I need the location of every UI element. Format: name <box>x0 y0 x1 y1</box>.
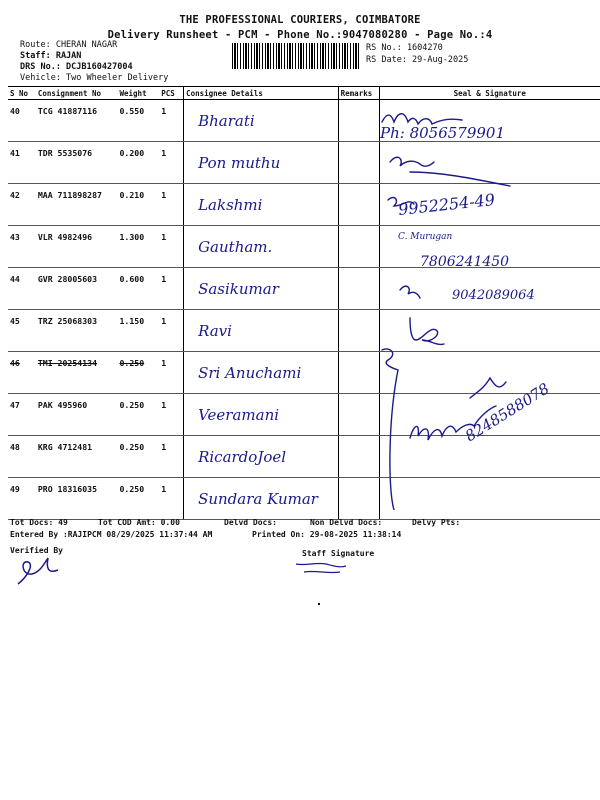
stray-dot <box>318 603 320 605</box>
row-pcs: 1 <box>159 268 183 310</box>
row-pcs: 1 <box>159 100 183 142</box>
signature-phone-40: Ph: 8056579901 <box>380 124 506 142</box>
row-consignee: Veeramani <box>198 406 280 424</box>
delivered-docs: Delvd Docs: <box>224 518 277 527</box>
row-weight: 0.250 <box>118 478 160 520</box>
signature-phone-47-49: 8248588078 <box>462 379 553 446</box>
col-pcs: PCS <box>159 87 183 100</box>
total-docs: Tot Docs: 49 <box>10 518 68 527</box>
row-sno: 48 <box>8 436 36 478</box>
table-header-row <box>8 87 600 100</box>
row-consignee: Gautham. <box>198 238 273 256</box>
col-weight: Weight <box>118 87 160 100</box>
staff-signature-scribble <box>290 558 360 578</box>
row-pcs: 1 <box>159 436 183 478</box>
row-consignee: Pon muthu <box>198 154 281 172</box>
row-weight: 0.200 <box>118 142 160 184</box>
row-pcs: 1 <box>159 352 183 394</box>
row-consignment: TRZ 25068303 <box>36 310 118 352</box>
row-weight: 1.150 <box>118 310 160 352</box>
row-weight: 0.250 <box>118 394 160 436</box>
rs-date: RS Date: 29-Aug-2025 <box>366 55 469 65</box>
row-pcs: 1 <box>159 310 183 352</box>
entered-by: Entered By :RAJIPCM 08/29/2025 11:37:44 AM <box>10 530 213 539</box>
row-sno: 46 <box>8 352 36 394</box>
row-consignment: TCG 41887116 <box>36 100 118 142</box>
delivery-points: Delvy Pts: <box>412 518 461 527</box>
row-consignment: GVR 28005603 <box>36 268 118 310</box>
route-label: Route: CHERAN NAGAR <box>20 40 118 50</box>
verified-by-label: Verified By <box>10 546 63 555</box>
staff-signature-label: Staff Signature <box>302 549 375 558</box>
row-sno: 42 <box>8 184 36 226</box>
row-sno: 40 <box>8 100 36 142</box>
row-pcs: 1 <box>159 184 183 226</box>
row-weight: 0.250 <box>118 352 160 394</box>
row-weight: 0.250 <box>118 436 160 478</box>
col-remarks: Remarks <box>338 87 379 100</box>
signature-phone-44: 9042089064 <box>452 288 535 303</box>
row-sno: 49 <box>8 478 36 520</box>
row-weight: 0.600 <box>118 268 160 310</box>
row-consignee: Ravi <box>198 322 232 340</box>
row-weight: 1.300 <box>118 226 160 268</box>
barcode <box>232 43 360 69</box>
signature-phone-43: 7806241450 <box>420 254 510 270</box>
row-consignment: PAK 495960 <box>36 394 118 436</box>
col-sno: S No <box>8 87 36 100</box>
row-consignment: MAA 711898287 <box>36 184 118 226</box>
company-name: THE PROFESSIONAL COURIERS, COIMBATORE <box>179 14 421 26</box>
signature-phone-42: 9952254-49 <box>397 189 496 220</box>
row-sno: 44 <box>8 268 36 310</box>
row-sno: 41 <box>8 142 36 184</box>
col-consignment: Consignment No <box>36 87 118 100</box>
printed-on: Printed On: 29-08-2025 11:38:14 <box>252 530 402 539</box>
signature-name-43: C. Murugan <box>398 232 453 242</box>
row-sno: 45 <box>8 310 36 352</box>
total-cod-amount: Tot COD Amt: 0.00 <box>98 518 180 527</box>
row-pcs: 1 <box>159 226 183 268</box>
row-consignment: VLR 4982496 <box>36 226 118 268</box>
row-sno: 43 <box>8 226 36 268</box>
signature-scribbles <box>370 100 595 510</box>
row-pcs: 1 <box>159 478 183 520</box>
row-consignee: RicardoJoel <box>198 448 287 466</box>
row-consignee: Sasikumar <box>198 280 279 298</box>
row-sno: 47 <box>8 394 36 436</box>
row-consignment: TDR 5535076 <box>36 142 118 184</box>
non-delivered-docs: Non Delvd Docs: <box>310 518 383 527</box>
row-weight: 0.550 <box>118 100 160 142</box>
row-consignee: Sundara Kumar <box>198 490 318 508</box>
verified-signature <box>12 550 72 590</box>
row-consignment: PRO 18316035 <box>36 478 118 520</box>
row-consignee: Sri Anuchami <box>198 364 302 382</box>
row-consignee: Bharati <box>198 112 255 130</box>
rs-number: RS No.: 1604270 <box>366 43 443 53</box>
drs-number: DRS No.: DCJB160427004 <box>20 62 133 72</box>
col-signature: Seal & Signature <box>379 87 600 100</box>
runsheet-title: Delivery Runsheet - PCM - Phone No.:9047080280 - Page No.:4 <box>107 29 493 41</box>
row-consignment: TMI 20254134 <box>36 352 118 394</box>
col-consignee: Consignee Details <box>184 87 339 100</box>
row-consignment: KRG 4712481 <box>36 436 118 478</box>
staff-label: Staff: RAJAN <box>20 51 82 61</box>
vehicle-label: Vehicle: Two Wheeler Delivery <box>20 73 169 83</box>
row-pcs: 1 <box>159 394 183 436</box>
row-weight: 0.210 <box>118 184 160 226</box>
row-consignee: Lakshmi <box>198 196 263 214</box>
row-pcs: 1 <box>159 142 183 184</box>
